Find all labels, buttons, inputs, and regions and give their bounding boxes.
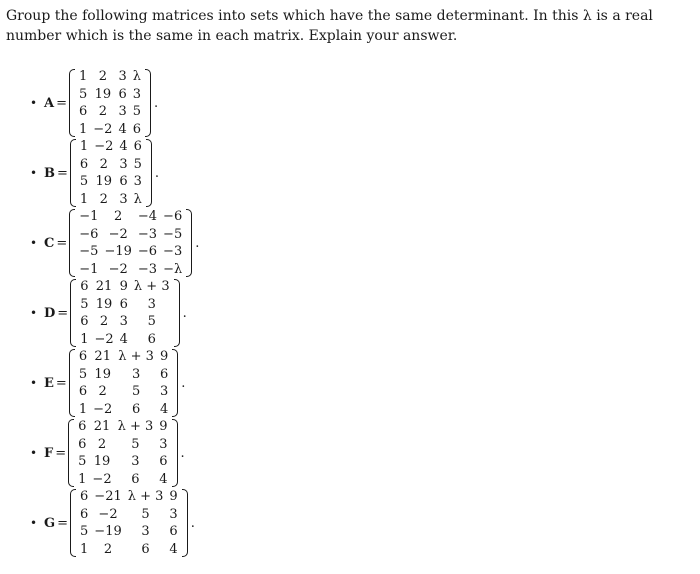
matrix-entry-e (30, 348, 185, 418)
question-text: Group the following matrices into sets which have the same determinant. In this λ is a real number which is the same in each matrix. Explain your answer. (6, 8, 653, 44)
equals-sign: = (57, 515, 69, 531)
matrix-cell: 5 (79, 174, 89, 190)
matrix-row (75, 453, 170, 471)
matrix-cell: 5 (80, 524, 89, 540)
bullet: • (30, 446, 38, 460)
matrix-label: A (44, 95, 55, 111)
matrix-cell: −2 (94, 139, 114, 155)
matrix-cell: 21 (93, 419, 111, 435)
matrix-cell: λ (132, 69, 141, 85)
bullet: • (30, 166, 38, 180)
matrix-cell: −6 (79, 226, 99, 242)
matrix-cell: −2 (108, 261, 128, 277)
matrix-row (76, 401, 171, 419)
matrix-row (77, 191, 145, 209)
matrix-cell: 6 (159, 366, 169, 382)
matrix-cell: 21 (95, 279, 113, 295)
matrix (69, 68, 151, 138)
matrix-cell: 2 (99, 314, 109, 330)
terminator-period: . (182, 305, 187, 321)
matrix-cell: 3 (131, 366, 141, 382)
matrix-cell: 1 (79, 139, 89, 155)
matrix-cell: 3 (119, 191, 128, 207)
matrix-cell: 6 (78, 349, 88, 365)
matrix-cell: 19 (95, 174, 113, 190)
matrix-cell: 4 (159, 471, 168, 487)
equals-sign: = (55, 445, 67, 461)
matrix-cell: −2 (92, 471, 112, 487)
matrix-cell: 1 (78, 471, 87, 487)
matrix-cell: 5 (131, 384, 141, 400)
matrix-row (77, 313, 172, 331)
matrix-cell: −3 (137, 261, 158, 277)
matrix-row (77, 506, 181, 524)
matrix-cell: 19 (93, 454, 111, 470)
matrix-entry-a (30, 68, 158, 138)
matrix-cell: λ + 3 (133, 279, 170, 295)
matrix-cell: −2 (108, 226, 128, 242)
matrix-cell: 3 (133, 174, 142, 190)
terminator-period: . (154, 95, 159, 111)
matrix-row (77, 156, 145, 174)
matrix-entry-f (30, 418, 185, 488)
bullet: • (30, 516, 38, 530)
matrix-cell: λ + 3 (127, 489, 164, 505)
matrix-cell: 2 (98, 69, 107, 85)
matrix-row (77, 138, 145, 156)
matrix-cell: 3 (159, 384, 169, 400)
matrix-cell: 4 (169, 541, 178, 557)
matrix-cell: 5 (147, 314, 156, 330)
terminator-period: . (195, 235, 200, 251)
matrix-cell: −21 (94, 489, 122, 505)
matrix-cell: 6 (78, 436, 87, 452)
matrix-row (76, 68, 144, 86)
matrix-cell: 5 (78, 454, 87, 470)
matrix-cell: 5 (80, 296, 89, 312)
matrix (70, 138, 152, 208)
matrix (70, 278, 179, 348)
matrix-cell: −5 (163, 226, 183, 242)
matrix-row (76, 348, 171, 366)
matrix-row (76, 366, 171, 384)
matrix-cell: −5 (79, 244, 99, 260)
matrix-cell: 3 (141, 524, 150, 540)
matrix-cell: 2 (103, 541, 113, 557)
matrix-cell: 6 (80, 489, 89, 505)
matrix-cell: 4 (119, 139, 128, 155)
matrix-cell: 6 (80, 314, 89, 330)
matrix-cell: 3 (131, 454, 140, 470)
matrix-row (77, 173, 145, 191)
matrix-cell: 6 (79, 104, 88, 120)
matrix-cell: −4 (137, 209, 158, 225)
matrix (70, 488, 188, 558)
matrix-cell: 6 (80, 279, 89, 295)
matrix-cell: 2 (98, 384, 107, 400)
matrix-cell: 5 (133, 156, 142, 172)
matrix-cell: −2 (98, 506, 118, 522)
matrix-cell: 6 (147, 331, 156, 347)
matrix-cell: −19 (104, 244, 132, 260)
matrix-cell: 4 (118, 121, 127, 137)
matrix-cell: λ (133, 191, 142, 207)
matrix (69, 348, 178, 418)
matrix-cell: 1 (78, 401, 88, 417)
matrix-row (76, 261, 185, 279)
matrix-cell: 9 (159, 349, 169, 365)
matrix-cell: 2 (98, 104, 107, 120)
matrix-cell: −3 (163, 244, 183, 260)
matrix-entry-c (30, 208, 199, 278)
matrix-cell: λ + 3 (117, 419, 154, 435)
matrix-cell: 1 (80, 331, 89, 347)
matrix-row (76, 243, 185, 261)
matrix-cell: 3 (132, 86, 142, 102)
matrix-cell: 6 (141, 541, 150, 557)
matrix-row (77, 541, 181, 559)
matrix-cell: 9 (159, 419, 168, 435)
matrix-cell: 6 (159, 454, 168, 470)
matrix-cell: 9 (119, 279, 128, 295)
matrix-row (75, 418, 170, 436)
matrix-row (75, 471, 170, 489)
matrix-cell: −19 (94, 524, 122, 540)
matrix-cell: 6 (169, 524, 178, 540)
matrix-cell: 6 (118, 86, 127, 102)
matrix-entry-b (30, 138, 159, 208)
matrix-cell: 4 (119, 331, 128, 347)
matrix-cell: −1 (79, 261, 99, 277)
matrix-cell: 21 (94, 349, 111, 365)
matrix-cell: 2 (114, 209, 123, 225)
matrix-row (77, 278, 172, 296)
matrix-cell: 19 (94, 366, 111, 382)
matrix-cell: 19 (94, 86, 112, 102)
matrix-label: C (44, 235, 55, 251)
matrix-row (77, 296, 172, 314)
matrix-cell: 19 (95, 296, 113, 312)
terminator-period: . (180, 445, 185, 461)
matrix-cell: 6 (78, 419, 87, 435)
matrix-cell: 6 (132, 121, 142, 137)
matrix-cell: λ + 3 (118, 349, 154, 365)
matrix-label: E (44, 375, 54, 391)
matrix-cell: −2 (93, 121, 113, 137)
matrix-label: G (44, 515, 56, 531)
matrix-cell: 6 (119, 296, 128, 312)
equals-sign: = (57, 305, 69, 321)
matrix-row (76, 121, 144, 139)
matrix-cell: −2 (93, 401, 113, 417)
matrix-cell: 2 (99, 191, 108, 207)
matrix-row (76, 103, 144, 121)
matrix-cell: −1 (79, 209, 99, 225)
matrix-cell: 1 (80, 541, 89, 557)
matrix-cell: 6 (80, 506, 89, 522)
matrix-cell: 1 (79, 121, 88, 137)
matrix-cell: 5 (132, 104, 142, 120)
matrix-label: B (44, 165, 55, 181)
matrix-label: F (44, 445, 54, 461)
matrix-row (75, 436, 170, 454)
matrix-cell: 2 (99, 156, 108, 172)
matrix-cell: 2 (97, 436, 107, 452)
matrix-cell: 1 (79, 191, 89, 207)
matrix-cell: 1 (79, 69, 88, 85)
matrix-cell: 5 (131, 436, 140, 452)
matrix-cell: 3 (147, 296, 156, 312)
matrix-cell: 3 (118, 69, 127, 85)
matrix-cell: −λ (163, 261, 183, 277)
matrix (68, 418, 177, 488)
matrix-cell: 3 (119, 314, 128, 330)
matrix-cell: 6 (131, 471, 140, 487)
bullet: • (30, 306, 38, 320)
equals-sign: = (56, 235, 68, 251)
matrix-cell: 3 (118, 104, 127, 120)
matrix-row (77, 488, 181, 506)
matrix-cell: 9 (169, 489, 178, 505)
matrix-row (76, 208, 185, 226)
matrix-row (76, 226, 185, 244)
matrix-row (77, 523, 181, 541)
equals-sign: = (55, 375, 67, 391)
matrix-entry-d (30, 278, 187, 348)
matrix-cell: 3 (159, 436, 168, 452)
matrix-cell: 5 (78, 366, 88, 382)
matrix-cell: 6 (78, 384, 88, 400)
terminator-period: . (190, 515, 195, 531)
matrix-cell: 6 (133, 139, 142, 155)
matrix-cell: 5 (141, 506, 150, 522)
equals-sign: = (56, 95, 67, 111)
equals-sign: = (57, 165, 68, 181)
matrix-cell: 6 (79, 156, 89, 172)
bullet: • (30, 236, 38, 250)
bullet: • (30, 376, 38, 390)
matrix (69, 208, 192, 278)
matrix-cell: −6 (137, 244, 158, 260)
matrix-cell: −6 (163, 209, 183, 225)
matrix-cell: −2 (94, 331, 114, 347)
matrix-entry-g (30, 488, 195, 558)
matrix-cell: 5 (79, 86, 88, 102)
bullet: • (30, 96, 38, 110)
matrix-row (77, 331, 172, 349)
matrix-row (76, 383, 171, 401)
matrix-cell: 3 (119, 156, 128, 172)
matrix-cell: 6 (131, 401, 141, 417)
matrix-label: D (44, 305, 56, 321)
terminator-period: . (181, 375, 186, 391)
matrix-cell: 6 (119, 174, 128, 190)
matrix-cell: 4 (159, 401, 169, 417)
matrix-cell: −3 (137, 226, 158, 242)
matrix-cell: 3 (169, 506, 178, 522)
matrix-row (76, 86, 144, 104)
terminator-period: . (154, 165, 160, 181)
